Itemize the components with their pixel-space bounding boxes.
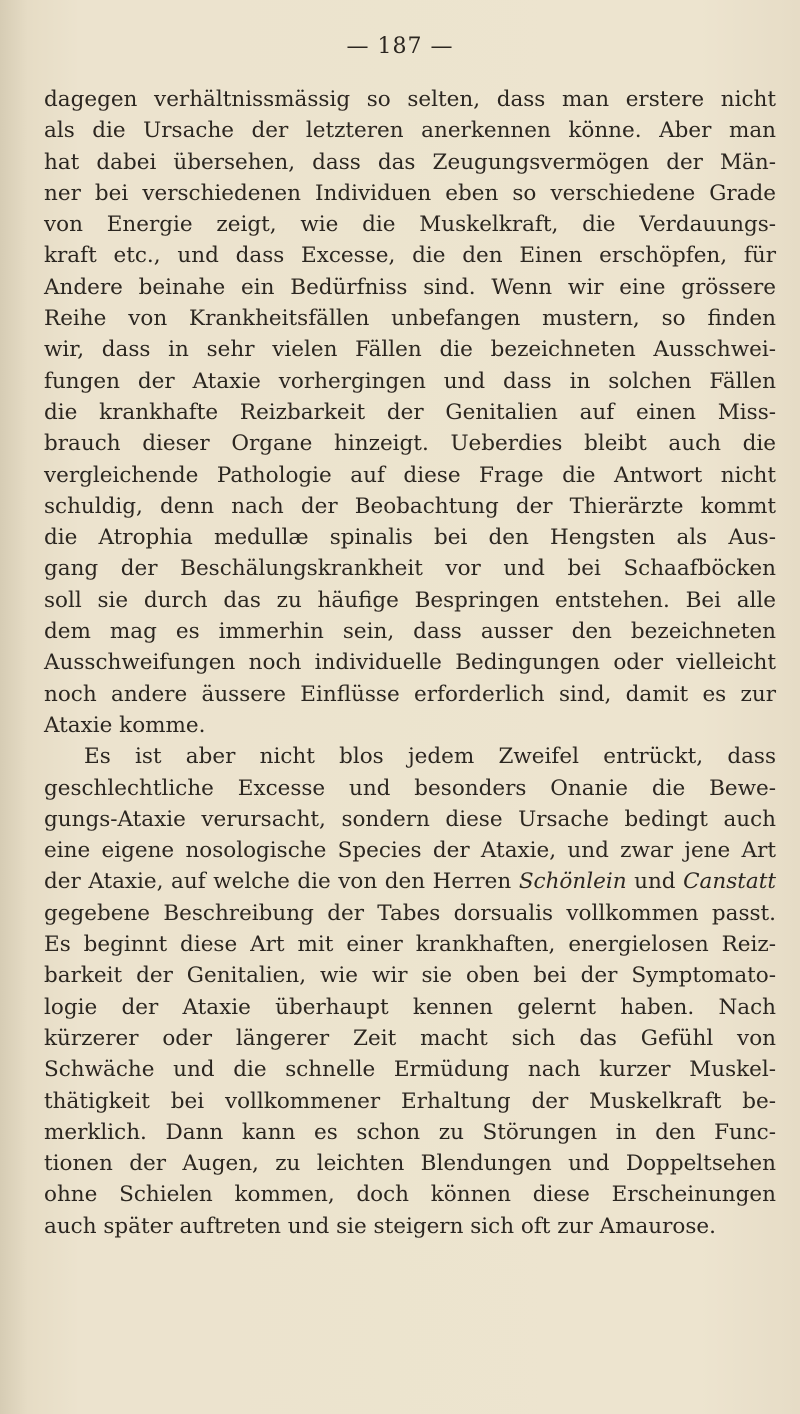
text-line: gungs-Ataxie verursacht, sondern diese Ursache bedingt auch — [44, 806, 776, 832]
text-line: auch später auftreten und sie steigern sich oft zur Amaurose. — [44, 1213, 716, 1239]
text-line: kürzerer oder längerer Zeit macht sich das Gefühl von — [44, 1025, 776, 1051]
text-line: kraft etc., und dass Excesse, die den Einen erschöpfen, für — [44, 243, 776, 269]
text-line: wir, dass in sehr vielen Fällen die bezeichneten Ausschwei- — [44, 337, 776, 363]
text-line: Andere beinahe ein Bedürfniss sind. Wenn wir eine grössere — [44, 274, 776, 300]
text-line: als die Ursache der letzteren anerkennen könne. Aber man — [44, 118, 776, 144]
text-line: Ausschweifungen noch individuelle Bedingungen oder vielleicht — [44, 650, 776, 676]
text-line: fungen der Ataxie vorhergingen und dass in solchen Fällen — [44, 368, 776, 394]
text-line: Es ist aber nicht blos jedem Zweifel entrückt, dass — [84, 744, 776, 770]
text-line: merklich. Dann kann es schon zu Störungen in den Func- — [44, 1119, 776, 1145]
text-line: die Atrophia medullæ spinalis bei den Hengsten als Aus- — [44, 525, 776, 551]
author-name-canstatt: Canstatt — [683, 869, 776, 895]
text-line: vergleichende Pathologie auf diese Frage die Antwort nicht — [44, 462, 776, 488]
text-line-with-names — [44, 866, 776, 897]
text-line: thätigkeit bei vollkommener Erhaltung der Muskelkraft be- — [44, 1088, 776, 1114]
text-line: dem mag es immerhin sein, dass ausser den bezeichneten — [44, 619, 776, 645]
text-line: barkeit der Genitalien, wie wir sie oben bei der Symptomato- — [44, 963, 776, 989]
text-fragment: der Ataxie, auf welche die von den Herren — [44, 869, 519, 895]
text-line: hat dabei übersehen, dass das Zeugungsvermögen der Män- — [44, 149, 776, 175]
text-line: die krankhafte Reizbarkeit der Genitalien auf einen Miss- — [44, 399, 776, 425]
text-line: soll sie durch das zu häufige Bespringen entstehen. Bei alle — [44, 587, 776, 613]
text-line: logie der Ataxie überhaupt kennen gelernt haben. Nach — [44, 994, 776, 1020]
text-fragment: und — [626, 869, 684, 895]
text-line: ohne Schielen kommen, doch können diese Erscheinungen — [44, 1182, 776, 1208]
text-line: Es beginnt diese Art mit einer krankhaften, energielosen Reiz- — [44, 932, 776, 958]
text-line: ner bei verschiedenen Individuen eben so verschiedene Grade — [44, 180, 776, 206]
body-text — [44, 84, 776, 1242]
text-line: von Energie zeigt, wie die Muskelkraft, die Verdauungs- — [44, 212, 776, 238]
paragraph-2 — [44, 741, 776, 1242]
text-line: schuldig, denn nach der Beobachtung der Thierärzte kommt — [44, 493, 776, 519]
text-line: Reihe von Krankheitsfällen unbefangen mustern, so finden — [44, 306, 776, 332]
text-line: Schwäche und die schnelle Ermüdung nach kurzer Muskel- — [44, 1057, 776, 1083]
text-line: dagegen verhältnissmässig so selten, dass man erstere nicht — [44, 87, 776, 112]
author-name-schoenlein: Schönlein — [518, 869, 627, 895]
text-line: brauch dieser Organe hinzeigt. Ueberdies bleibt auch die — [44, 431, 776, 457]
text-line: Ataxie komme. — [44, 712, 206, 738]
text-line: geschlechtliche Excesse und besonders Onanie die Bewe- — [44, 775, 776, 801]
text-line: eine eigene nosologische Species der Ataxie, und zwar jene Art — [44, 838, 776, 864]
text-line: tionen der Augen, zu leichten Blendungen und Doppeltsehen — [44, 1151, 776, 1177]
paragraph-1 — [44, 84, 776, 741]
text-line: gang der Beschälungskrankheit vor und bei Schaafböcken — [44, 556, 776, 582]
page-number: — 187 — — [346, 34, 454, 59]
text-line: noch andere äussere Einflüsse erforderlich sind, damit es zur — [44, 681, 776, 707]
text-line: gegebene Beschreibung der Tabes dorsualis vollkommen passt. — [44, 900, 776, 926]
